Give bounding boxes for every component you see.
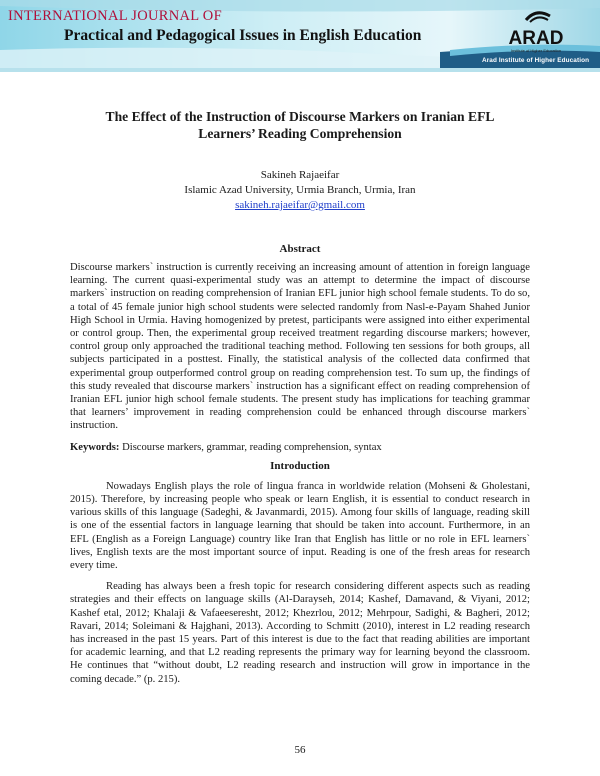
institute-name: Arad Institute of Higher Education — [482, 57, 590, 64]
introduction-paragraph-1: Nowadays English plays the role of lingua franca in worldwide relation (Mohseni & Gholestani, 2015). Therefore, by increasing people who speak or learn English, it is essential to conduct research in various skills of this language (Sadeghi, & Javanmardi, 2015). Among four skills of language, reading skill is one of the essential factors in language learning that should be taken into account. Furthermore, in an EFL (English as a Foreign Language) country like Iran that English has little or no role in EFL learners` lives, English texts are the most important source of input. Reading is one of the fresh areas for research every time. — [70, 480, 530, 572]
page-number: 56 — [294, 744, 306, 756]
introduction-paragraph-2: Reading has always been a fresh topic for research considering different aspects such as reading strategies and their effects on language skills (Al-Darayseh, 2014; Kashef, Damavand, & Viyani, 2012; Kashef etal, 2012; Khalaji & Vafaeeseresht, 2012; Khezrlou, 2012; Mehrpour, Sadighi, & Bagheri, 2012; Ravari, 2014; Soleimani & Hajghani, 2013). According to Schmitt (2010), interest in L2 reading research has increased in the past 15 years. Part of this interest is due to the fact that reading abilities are important for academic learning, and that L2 reading represents the primary way for learning beyond the classroom. He continues that “without doubt, L2 reading research and instruction will grow in importance in the coming decade.” (p. 215). — [70, 581, 530, 685]
journal-name-line1: INTERNATIONAL JOURNAL OF — [8, 8, 222, 24]
keywords-list: Discourse markers, grammar, reading comprehension, syntax — [122, 441, 382, 453]
journal-name-line2: Practical and Pedagogical Issues in English Education — [64, 27, 422, 44]
author-email-line — [70, 198, 530, 213]
author-name: Sakineh Rajaeifar — [260, 169, 340, 181]
abstract-text: Discourse markers` instruction is currently receiving an increasing amount of attention in foreign language learning. The current quasi-experimental study was an attempt to determine the impact of discourse markers` instruction on reading comprehension of Iranian EFL junior high school female students. To do so, a total of 45 female junior high school students were selected randomly from Nasl-e-Payam Shahed Junior High School in Urmia. Having homogenized by pretest, participants were assigned into either experimental or control group. Then, the experimental group received treatment regarding discourse markers; however, control group only approached the traditional teaching method. Following ten sessions for both groups, all subjects participated in a posttest. Finally, the statistical analysis of the collected data confirmed that experimental group outperformed control group on reading comprehension test. To sum up, the findings of this study revealed that discourse markers` instruction has a significant effect on reading comprehension of Iranian EFL junior high school female students. The present study has implications for teaching grammar that learners’ improvement in reading comprehension could be enhanced through discourse markers` instruction. — [70, 262, 530, 432]
author-affiliation: Islamic Azad University, Urmia Branch, Urmia, Iran — [184, 184, 416, 196]
journal-header-banner — [0, 0, 600, 72]
article-body — [70, 108, 530, 686]
introduction-heading: Introduction — [270, 459, 330, 472]
author-email-link[interactable]: sakineh.rajaeifar@gmail.com — [235, 199, 365, 211]
title-line-2: Learners’ Reading Comprehension — [198, 126, 402, 141]
logo-subtext: Institute of Higher Education — [510, 48, 562, 53]
abstract-heading: Abstract — [279, 243, 321, 255]
article-title — [70, 108, 530, 142]
arad-logo — [478, 4, 594, 54]
title-line-1: The Effect of the Instruction of Discourse Markers on Iranian EFL — [105, 109, 495, 124]
logo-wordmark: ARAD — [508, 28, 564, 49]
keywords-label: Keywords: — [70, 441, 120, 453]
keywords-line — [70, 441, 530, 454]
